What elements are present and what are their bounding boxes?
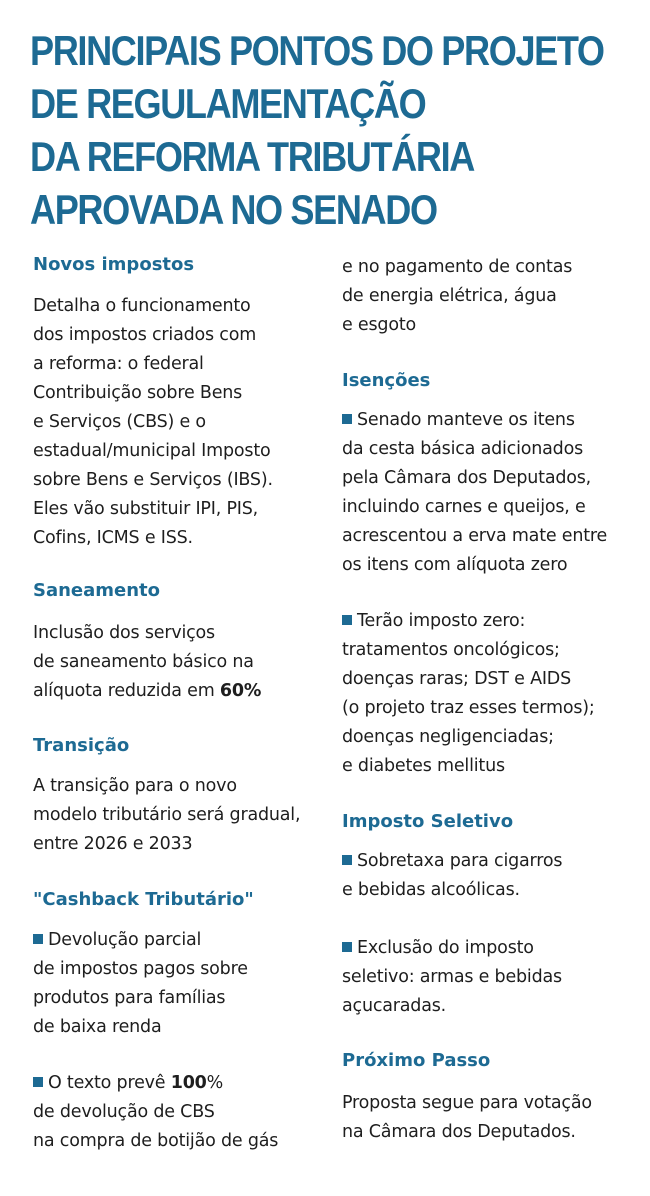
text-line: Proposta segue para votação — [342, 1093, 592, 1113]
cashback-item-1 — [33, 926, 248, 1042]
isencoes-item-2 — [342, 607, 595, 781]
text-line: sobre Bens e Serviços (IBS). — [33, 470, 273, 490]
title-line: PRINCIPAIS PONTOS DO PROJETO — [30, 27, 604, 74]
saneamento-text — [33, 619, 261, 706]
bullet-square-icon — [342, 855, 352, 865]
text-line: na Câmara dos Deputados. — [342, 1122, 576, 1142]
imposto-seletivo-heading: Imposto Seletivo — [342, 811, 514, 832]
text-line: e esgoto — [342, 315, 416, 335]
text-line: e bebidas alcoólicas. — [342, 880, 520, 900]
text-line: (o projeto traz esses termos); — [342, 698, 595, 718]
text-line — [33, 926, 248, 955]
text-line: Contribuição sobre Bens — [33, 383, 243, 403]
novos-impostos-heading: Novos impostos — [33, 254, 195, 275]
proximo-passo-heading: Próximo Passo — [342, 1050, 491, 1071]
imposto-seletivo-item-1 — [342, 847, 562, 905]
bullet-square-icon — [342, 615, 352, 625]
text-line: Eles vão substituir IPI, PIS, — [33, 499, 259, 519]
text-line: tratamentos oncológicos; — [342, 640, 560, 660]
text-line: e no pagamento de contas — [342, 257, 573, 277]
text-line: a reforma: o federal — [33, 354, 204, 374]
text-line: estadual/municipal Imposto — [33, 441, 271, 461]
text-line: seletivo: armas e bebidas — [342, 967, 562, 987]
text-line — [33, 1069, 278, 1098]
text-line — [342, 847, 562, 876]
text-line — [33, 677, 261, 706]
text-line: entre 2026 e 2033 — [33, 834, 193, 854]
highlight-value: 100 — [170, 1073, 207, 1093]
cashback-heading: "Cashback Tributário" — [33, 889, 254, 910]
text-line: modelo tributário será gradual, — [33, 805, 301, 825]
text-line: e diabetes mellitus — [342, 756, 505, 776]
saneamento-heading: Saneamento — [33, 580, 161, 601]
text-line: produtos para famílias — [33, 988, 226, 1008]
bullet-square-icon — [33, 1077, 43, 1087]
text-span: Sobretaxa para cigarros — [357, 851, 563, 871]
novos-impostos-text — [33, 292, 273, 553]
text-line — [342, 607, 595, 636]
text-line: dos impostos criados com — [33, 325, 257, 345]
bullet-square-icon — [342, 414, 352, 424]
page-title — [30, 24, 604, 236]
text-line: doenças raras; DST e AIDS — [342, 669, 571, 689]
title-line: DA REFORMA TRIBUTÁRIA — [30, 133, 474, 180]
highlight-value: 60% — [219, 681, 262, 701]
text-line — [342, 934, 562, 963]
text-line: Detalha o funcionamento — [33, 296, 251, 316]
text-line: os itens com alíquota zero — [342, 555, 568, 575]
text-span: % — [206, 1073, 224, 1093]
text-line — [342, 406, 607, 435]
text-line: açucaradas. — [342, 996, 447, 1016]
text-line: doenças negligenciadas; — [342, 727, 554, 747]
text-line: na compra de botijão de gás — [33, 1131, 279, 1151]
text-line: Inclusão dos serviços — [33, 623, 215, 643]
text-span: Devolução parcial — [48, 930, 202, 950]
text-line: de saneamento básico na — [33, 652, 254, 672]
transicao-heading: Transição — [33, 735, 130, 756]
text-span: Exclusão do imposto — [357, 938, 534, 958]
text-line: da cesta básica adicionados — [342, 439, 584, 459]
isencoes-item-1 — [342, 406, 607, 580]
transicao-text — [33, 772, 300, 859]
text-line: acrescentou a erva mate entre — [342, 526, 608, 546]
text-line: de energia elétrica, água — [342, 286, 557, 306]
bullet-square-icon — [342, 942, 352, 952]
text-span: Terão imposto zero: — [357, 611, 526, 631]
text-span: O texto prevê — [48, 1073, 171, 1093]
text-line: A transição para o novo — [33, 776, 237, 796]
text-line: Cofins, ICMS e ISS. — [33, 528, 193, 548]
bullet-square-icon — [33, 934, 43, 944]
text-line: de impostos pagos sobre — [33, 959, 248, 979]
text-line: de baixa renda — [33, 1017, 162, 1037]
text-line: pela Câmara dos Deputados, — [342, 468, 592, 488]
imposto-seletivo-item-2 — [342, 934, 562, 1021]
isencoes-heading: Isenções — [342, 370, 431, 391]
proximo-passo-text — [342, 1089, 592, 1147]
text-line: e Serviços (CBS) e o — [33, 412, 206, 432]
text-span: alíquota reduzida em — [33, 681, 220, 701]
text-line: incluindo carnes e queijos, e — [342, 497, 586, 517]
title-line: APROVADA NO SENADO — [30, 186, 437, 233]
title-line: DE REGULAMENTAÇÃO — [30, 80, 426, 127]
text-span: Senado manteve os itens — [357, 410, 575, 430]
cashback-item-2-continued — [342, 253, 572, 340]
text-line: de devolução de CBS — [33, 1102, 215, 1122]
cashback-item-2 — [33, 1069, 278, 1156]
